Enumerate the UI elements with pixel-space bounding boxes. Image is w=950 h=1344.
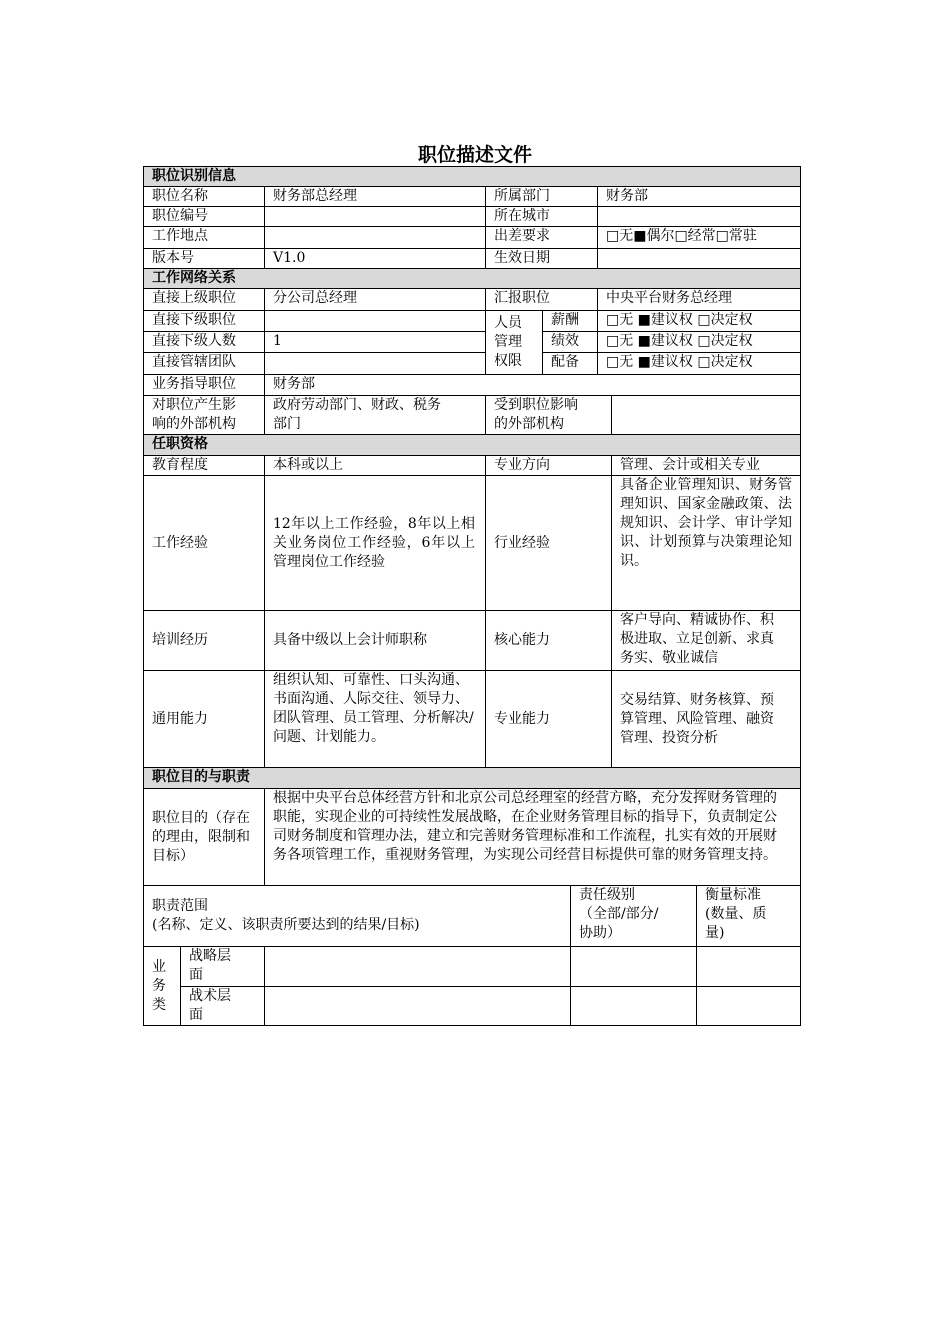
responsibility-scope-label: 职责范围 (名称、定义、该职责所要达到的结果/目标)	[143, 885, 571, 947]
salary-label: 薪酬	[542, 310, 598, 332]
core-competency-value: 客户导向、精诚协作、积极进取、立足创新、求真务实、敬业诚信	[611, 610, 801, 671]
section-purpose: 职位目的与职责	[143, 767, 801, 789]
superior-label: 直接上级职位	[143, 288, 265, 311]
business-category-label: 业 务 类	[143, 946, 181, 1026]
team-label: 直接管辖团队	[143, 352, 265, 375]
job-description-form	[144, 167, 801, 1026]
travel-options: □无■偶尔□经常□常驻	[597, 226, 801, 249]
responsibility-level-label: 责任级别 （全部/部分/ 协助）	[570, 885, 697, 947]
external-affected-value	[611, 395, 801, 435]
professional-competency-value: 交易结算、财务核算、预算管理、风险管理、融资管理、投资分析	[611, 670, 801, 768]
report-label: 汇报职位	[485, 288, 598, 311]
version-value: V1.0	[264, 248, 486, 269]
education-label: 教育程度	[143, 455, 265, 476]
guidance-label: 业务指导职位	[143, 374, 265, 396]
authority-label: 人员 管理 权限	[485, 310, 543, 375]
city-value	[597, 206, 801, 227]
professional-competency-label: 专业能力	[485, 670, 612, 768]
industry-experience-label: 行业经验	[485, 475, 612, 611]
subordinate-value	[264, 310, 486, 332]
experience-label: 工作经验	[143, 475, 265, 611]
strategic-level-label: 战略层 面	[180, 946, 265, 987]
external-affecting-label: 对职位产生影 响的外部机构	[143, 395, 265, 435]
tactical-measure-cell	[696, 986, 801, 1026]
travel-label: 出差要求	[485, 226, 598, 249]
external-affecting-value: 政府劳动部门、财政、税务 部门	[264, 395, 486, 435]
staffing-label: 配备	[542, 352, 598, 375]
measurement-standard-label: 衡量标准 (数量、质 量)	[696, 885, 801, 947]
tactical-level-cell	[570, 986, 697, 1026]
document-title: 职位描述文件	[417, 144, 532, 166]
strategic-scope-cell	[264, 946, 571, 987]
department-value: 财务部	[597, 186, 801, 207]
training-label: 培训经历	[143, 610, 265, 671]
effective-date-label: 生效日期	[485, 248, 598, 269]
team-value	[264, 352, 486, 375]
general-competency-label: 通用能力	[143, 670, 265, 768]
subordinate-label: 直接下级职位	[143, 310, 265, 332]
section-network: 工作网络关系	[143, 268, 801, 289]
strategic-level-cell	[570, 946, 697, 987]
city-label: 所在城市	[485, 206, 598, 227]
position-code-label: 职位编号	[143, 206, 265, 227]
position-name-label: 职位名称	[143, 186, 265, 207]
work-location-label: 工作地点	[143, 226, 265, 249]
guidance-value: 财务部	[264, 374, 801, 396]
tactical-scope-cell	[264, 986, 571, 1026]
position-name-value: 财务部总经理	[264, 186, 486, 207]
experience-value: 12年以上工作经验，8年以上相关业务岗位工作经验，6年以上管理岗位工作经验	[264, 475, 486, 611]
position-code-value	[264, 206, 486, 227]
general-competency-value: 组织认知、可靠性、口头沟通、书面沟通、人际交往、领导力、团队管理、员工管理、分析解决/问题、计划能力。	[264, 670, 486, 768]
version-label: 版本号	[143, 248, 265, 269]
subordinate-count-label: 直接下级人数	[143, 331, 265, 353]
core-competency-label: 核心能力	[485, 610, 612, 671]
education-value: 本科或以上	[264, 455, 486, 476]
section-qualification: 任职资格	[143, 434, 801, 456]
major-label: 专业方向	[485, 455, 612, 476]
training-value: 具备中级以上会计师职称	[264, 610, 486, 671]
work-location-value	[264, 226, 486, 249]
subordinate-count-value: 1	[264, 331, 486, 353]
industry-experience-value: 具备企业管理知识、财务管理知识、国家金融政策、法规知识、会计学、审计学知识、计划预算与决策理论知识。	[611, 475, 801, 611]
effective-date-value	[597, 248, 801, 269]
tactical-level-label: 战术层 面	[180, 986, 265, 1026]
external-affected-label: 受到职位影响 的外部机构	[485, 395, 612, 435]
performance-options: □无 ■建议权 □决定权	[597, 331, 801, 353]
section-identity: 职位识别信息	[143, 166, 801, 187]
superior-value: 分公司总经理	[264, 288, 486, 311]
report-value: 中央平台财务总经理	[597, 288, 801, 311]
major-value: 管理、会计或相关专业	[611, 455, 801, 476]
purpose-value: 根据中央平台总体经营方针和北京公司总经理室的经营方略，充分发挥财务管理的职能，实现企业的可持续性发展战略，在企业财务管理目标的指导下，负责制定公司财务制度和管理办法，建立和完善财务管理标准和工作流程，扎实有效的开展财务各项管理工作，重视财务管理，为实现公司经营目标提供可靠的财务管理支持。	[264, 788, 801, 886]
performance-label: 绩效	[542, 331, 598, 353]
purpose-label: 职位目的（存在的理由，限制和目标）	[143, 788, 265, 886]
strategic-measure-cell	[696, 946, 801, 987]
salary-options: □无 ■建议权 □决定权	[597, 310, 801, 332]
staffing-options: □无 ■建议权 □决定权	[597, 352, 801, 375]
department-label: 所属部门	[485, 186, 598, 207]
